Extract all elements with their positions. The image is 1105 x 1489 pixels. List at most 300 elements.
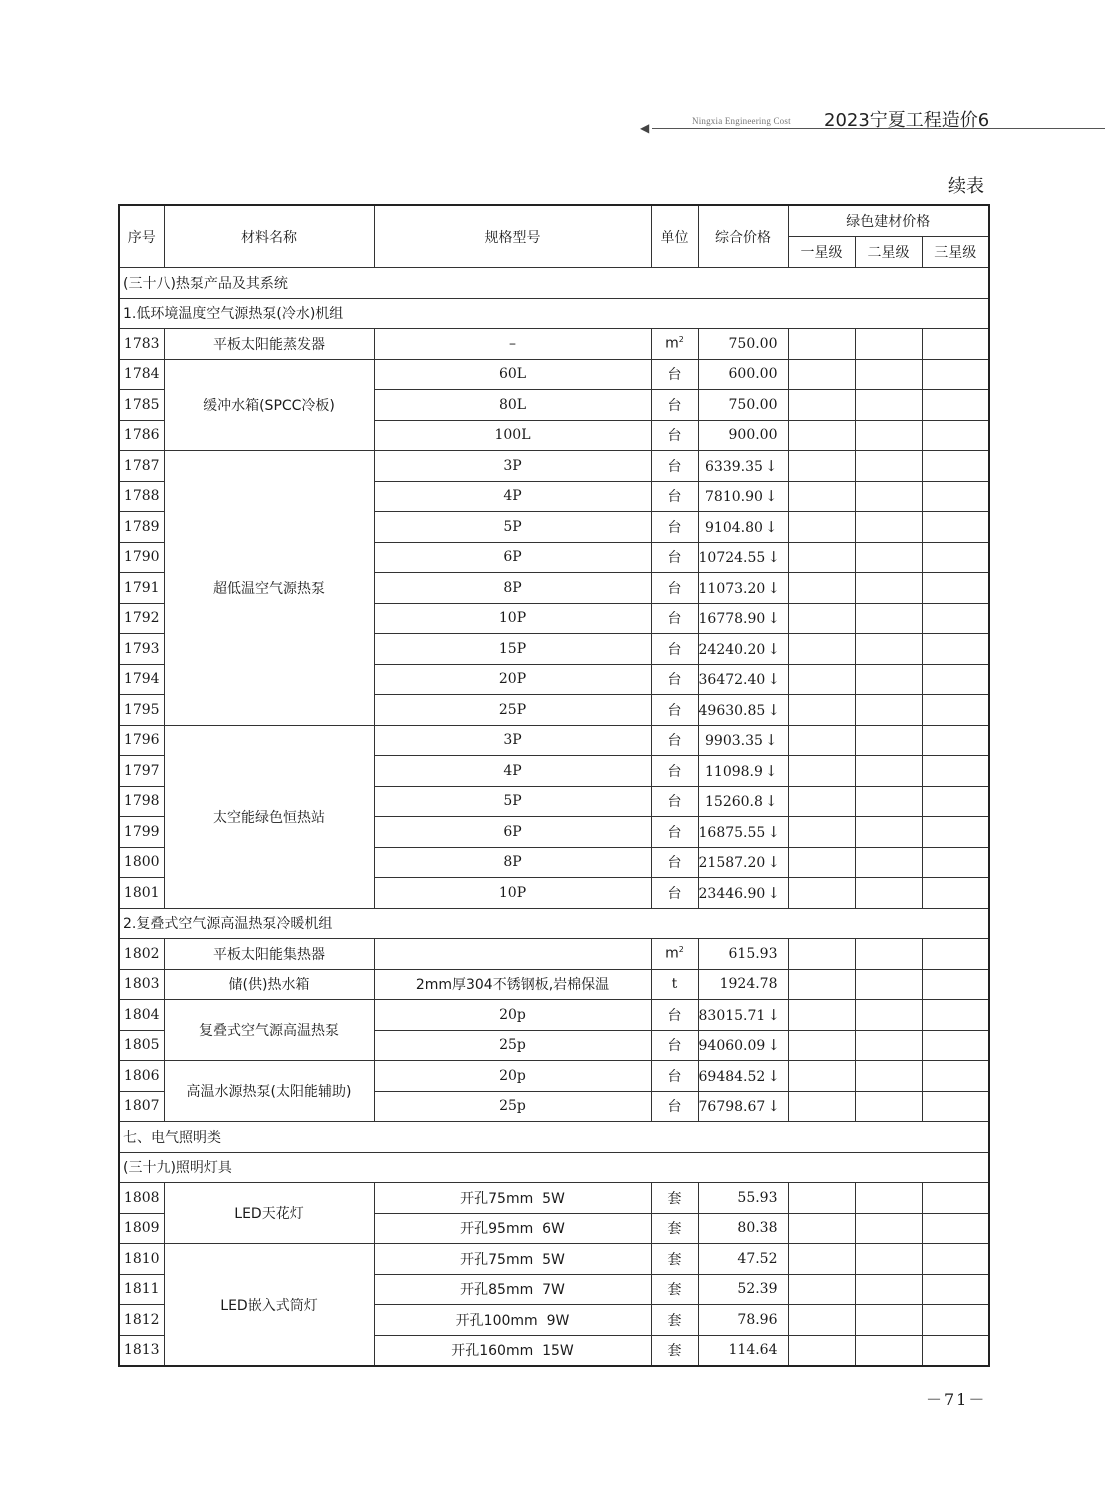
- price-value: 69484.52: [698, 1068, 766, 1085]
- price-cell: [698, 1183, 788, 1214]
- unit-cell: 台: [651, 542, 698, 573]
- price-cell: [698, 1030, 788, 1061]
- col-header-spec: 规格型号: [374, 205, 651, 268]
- material-name: 储(供)热水箱: [164, 969, 374, 1000]
- table-row: [119, 451, 989, 482]
- table-row: [119, 329, 989, 360]
- unit-cell: 台: [651, 786, 698, 817]
- row-no: 1784: [119, 359, 164, 390]
- col-header-star3: 三星级: [922, 237, 989, 268]
- star2-cell: [855, 1213, 922, 1244]
- star3-cell: [922, 1000, 989, 1031]
- row-no: 1787: [119, 451, 164, 482]
- unit-cell: 台: [651, 878, 698, 909]
- price-value: 52.39: [737, 1281, 778, 1298]
- price-cell: [698, 420, 788, 451]
- col-header-name: 材料名称: [164, 205, 374, 268]
- star2-cell: [855, 725, 922, 756]
- price-value: 10724.55: [698, 550, 766, 567]
- star3-cell: [922, 1030, 989, 1061]
- price-value: 7810.90: [705, 489, 763, 506]
- price-cell: [698, 939, 788, 970]
- material-name: LED嵌入式筒灯: [164, 1244, 374, 1367]
- unit-cell: 台: [651, 1091, 698, 1122]
- spec-cell: 15P: [374, 634, 651, 665]
- row-no: 1786: [119, 420, 164, 451]
- spec-cell: 3P: [374, 725, 651, 756]
- material-name: 复叠式空气源高温热泵: [164, 1000, 374, 1061]
- unit-cell: 台: [651, 817, 698, 848]
- star1-cell: [788, 634, 855, 665]
- down-arrow-icon: ↓: [767, 1005, 780, 1024]
- price-cell: [698, 847, 788, 878]
- price-cell: [698, 634, 788, 665]
- price-cell: [698, 664, 788, 695]
- down-arrow-icon: ↓: [764, 731, 778, 750]
- price-value: 16778.90: [698, 611, 766, 628]
- star3-cell: [922, 969, 989, 1000]
- row-no: 1807: [119, 1091, 164, 1122]
- row-no: 1800: [119, 847, 164, 878]
- price-table: [118, 204, 990, 1367]
- row-no: 1791: [119, 573, 164, 604]
- star3-cell: [922, 481, 989, 512]
- down-arrow-icon: ↓: [767, 609, 780, 628]
- price-value: 76798.67: [698, 1099, 766, 1116]
- star3-cell: [922, 1335, 989, 1366]
- star3-cell: [922, 878, 989, 909]
- down-arrow-icon: ↓: [767, 639, 780, 658]
- price-cell: [698, 481, 788, 512]
- star3-cell: [922, 1274, 989, 1305]
- star3-cell: [922, 451, 989, 482]
- material-name: 超低温空气源热泵: [164, 451, 374, 726]
- row-no: 1802: [119, 939, 164, 970]
- star3-cell: [922, 420, 989, 451]
- price-cell: [698, 817, 788, 848]
- star2-cell: [855, 1183, 922, 1214]
- star1-cell: [788, 939, 855, 970]
- unit-cell: 台: [651, 390, 698, 421]
- price-value: 15260.8: [705, 794, 763, 811]
- spec-cell: 25P: [374, 695, 651, 726]
- spec-cell: 6P: [374, 542, 651, 573]
- star3-cell: [922, 725, 989, 756]
- unit-cell: 台: [651, 695, 698, 726]
- header-chinese-title: 2023宁夏工程造价6: [824, 110, 990, 131]
- row-no: 1813: [119, 1335, 164, 1366]
- unit-cell: 套: [651, 1274, 698, 1305]
- star3-cell: [922, 847, 989, 878]
- spec-cell: 开孔100mm 9W: [374, 1305, 651, 1336]
- star2-cell: [855, 1061, 922, 1092]
- price-value: 11073.20: [698, 580, 766, 597]
- spec-cell: –: [374, 329, 651, 360]
- unit-cell: 台: [651, 725, 698, 756]
- unit-cell: 台: [651, 756, 698, 787]
- down-arrow-icon: ↓: [764, 761, 778, 780]
- header-english-title: Ningxia Engineering Cost: [692, 116, 791, 126]
- price-cell: [698, 390, 788, 421]
- star2-cell: [855, 451, 922, 482]
- page-number: －71－: [926, 1390, 987, 1409]
- table-row: [119, 1061, 989, 1092]
- down-arrow-icon: ↓: [767, 883, 780, 902]
- star1-cell: [788, 573, 855, 604]
- down-arrow-icon: ↓: [767, 853, 780, 872]
- material-name: 平板太阳能蒸发器: [164, 329, 374, 360]
- row-no: 1797: [119, 756, 164, 787]
- star2-cell: [855, 1305, 922, 1336]
- unit-cell: 台: [651, 481, 698, 512]
- row-no: 1805: [119, 1030, 164, 1061]
- spec-cell: 20p: [374, 1061, 651, 1092]
- star1-cell: [788, 817, 855, 848]
- star3-cell: [922, 359, 989, 390]
- star3-cell: [922, 573, 989, 604]
- spec-cell: 4P: [374, 756, 651, 787]
- price-cell: [698, 1213, 788, 1244]
- star2-cell: [855, 817, 922, 848]
- col-header-star1: 一星级: [788, 237, 855, 268]
- down-arrow-icon: ↓: [767, 1097, 780, 1116]
- star1-cell: [788, 512, 855, 543]
- price-value: 11098.9: [705, 763, 763, 780]
- star2-cell: [855, 573, 922, 604]
- star3-cell: [922, 939, 989, 970]
- price-value: 21587.20: [698, 855, 766, 872]
- material-name: LED天花灯: [164, 1183, 374, 1244]
- price-cell: [698, 1305, 788, 1336]
- price-value: 600.00: [728, 366, 778, 383]
- price-value: 47.52: [737, 1250, 778, 1267]
- unit-text: m: [665, 946, 679, 963]
- star2-cell: [855, 1030, 922, 1061]
- star1-cell: [788, 542, 855, 573]
- down-arrow-icon: ↓: [764, 792, 778, 811]
- price-cell: [698, 1091, 788, 1122]
- star1-cell: [788, 1000, 855, 1031]
- section-heading: 七、电气照明类: [119, 1122, 989, 1153]
- price-cell: [698, 1244, 788, 1275]
- unit-cell: 台: [651, 573, 698, 604]
- star3-cell: [922, 1091, 989, 1122]
- star3-cell: [922, 603, 989, 634]
- star1-cell: [788, 603, 855, 634]
- price-cell: [698, 969, 788, 1000]
- price-value: 9903.35: [705, 733, 763, 750]
- star3-cell: [922, 512, 989, 543]
- row-no: 1803: [119, 969, 164, 1000]
- price-cell: [698, 725, 788, 756]
- star1-cell: [788, 359, 855, 390]
- price-value: 750.00: [728, 396, 778, 413]
- star2-cell: [855, 390, 922, 421]
- spec-cell: 5P: [374, 786, 651, 817]
- row-no: 1809: [119, 1213, 164, 1244]
- spec-cell: 20p: [374, 1000, 651, 1031]
- spec-cell: 开孔160mm 15W: [374, 1335, 651, 1366]
- row-no: 1793: [119, 634, 164, 665]
- down-arrow-icon: ↓: [767, 1066, 780, 1085]
- spec-cell: 开孔75mm 5W: [374, 1183, 651, 1214]
- star2-cell: [855, 847, 922, 878]
- price-cell: [698, 542, 788, 573]
- star1-cell: [788, 1244, 855, 1275]
- row-no: 1799: [119, 817, 164, 848]
- star1-cell: [788, 786, 855, 817]
- down-arrow-icon: ↓: [764, 517, 778, 536]
- star1-cell: [788, 390, 855, 421]
- star2-cell: [855, 695, 922, 726]
- price-value: 23446.90: [698, 885, 766, 902]
- star2-cell: [855, 664, 922, 695]
- star1-cell: [788, 1030, 855, 1061]
- star1-cell: [788, 420, 855, 451]
- table-row: [119, 725, 989, 756]
- star2-cell: [855, 969, 922, 1000]
- price-cell: [698, 1000, 788, 1031]
- star3-cell: [922, 786, 989, 817]
- spec-cell: 8P: [374, 573, 651, 604]
- unit-cell: 台: [651, 634, 698, 665]
- star2-cell: [855, 878, 922, 909]
- star2-cell: [855, 634, 922, 665]
- material-name: 高温水源热泵(太阳能辅助): [164, 1061, 374, 1122]
- price-cell: [698, 359, 788, 390]
- star2-cell: [855, 512, 922, 543]
- spec-cell: 100L: [374, 420, 651, 451]
- row-no: 1783: [119, 329, 164, 360]
- star3-cell: [922, 329, 989, 360]
- down-arrow-icon: ↓: [764, 456, 778, 475]
- star3-cell: [922, 664, 989, 695]
- unit-superscript: 2: [678, 335, 684, 345]
- row-no: 1808: [119, 1183, 164, 1214]
- star1-cell: [788, 451, 855, 482]
- down-arrow-icon: ↓: [767, 578, 780, 597]
- star3-cell: [922, 542, 989, 573]
- unit-text: m: [665, 336, 679, 353]
- row-no: 1785: [119, 390, 164, 421]
- price-cell: [698, 603, 788, 634]
- star1-cell: [788, 847, 855, 878]
- star3-cell: [922, 817, 989, 848]
- unit-cell: 台: [651, 420, 698, 451]
- row-no: 1801: [119, 878, 164, 909]
- price-cell: [698, 1335, 788, 1366]
- price-cell: [698, 695, 788, 726]
- star2-cell: [855, 1091, 922, 1122]
- section-subheading: 1.低环境温度空气源热泵(冷水)机组: [119, 298, 989, 329]
- star1-cell: [788, 664, 855, 695]
- star2-cell: [855, 1335, 922, 1366]
- col-header-price: 综合价格: [698, 205, 788, 268]
- unit-superscript: 2: [678, 945, 684, 955]
- star2-cell: [855, 420, 922, 451]
- spec-cell: 8P: [374, 847, 651, 878]
- star1-cell: [788, 725, 855, 756]
- star2-cell: [855, 939, 922, 970]
- star2-cell: [855, 1274, 922, 1305]
- row-no: 1806: [119, 1061, 164, 1092]
- table-row: [119, 939, 989, 970]
- spec-cell: 4P: [374, 481, 651, 512]
- star1-cell: [788, 878, 855, 909]
- price-value: 750.00: [728, 335, 778, 352]
- material-name: 缓冲水箱(SPCC冷板): [164, 359, 374, 451]
- star2-cell: [855, 603, 922, 634]
- star1-cell: [788, 1183, 855, 1214]
- unit-cell: 台: [651, 1061, 698, 1092]
- price-cell: [698, 786, 788, 817]
- unit-cell: 台: [651, 451, 698, 482]
- price-cell: [698, 573, 788, 604]
- price-value: 1924.78: [719, 976, 778, 993]
- unit-cell: 台: [651, 1000, 698, 1031]
- price-value: 36472.40: [698, 672, 766, 689]
- unit-cell: [651, 939, 698, 970]
- star1-cell: [788, 969, 855, 1000]
- row-no: 1792: [119, 603, 164, 634]
- down-arrow-icon: ↓: [764, 487, 778, 506]
- row-no: 1810: [119, 1244, 164, 1275]
- price-value: 78.96: [737, 1311, 778, 1328]
- down-arrow-icon: ↓: [767, 822, 780, 841]
- col-header-star2: 二星级: [855, 237, 922, 268]
- row-no: 1790: [119, 542, 164, 573]
- row-no: 1794: [119, 664, 164, 695]
- spec-cell: 6P: [374, 817, 651, 848]
- spec-cell: 5P: [374, 512, 651, 543]
- spec-cell: 10P: [374, 603, 651, 634]
- price-value: 114.64: [728, 1342, 778, 1359]
- row-no: 1788: [119, 481, 164, 512]
- star2-cell: [855, 1244, 922, 1275]
- running-header: [640, 106, 1105, 134]
- material-name: 平板太阳能集热器: [164, 939, 374, 970]
- star1-cell: [788, 695, 855, 726]
- price-cell: [698, 451, 788, 482]
- section-heading: (三十八)热泵产品及其系统: [119, 268, 989, 299]
- unit-cell: 套: [651, 1244, 698, 1275]
- material-name: 太空能绿色恒热站: [164, 725, 374, 908]
- star1-cell: [788, 1335, 855, 1366]
- down-arrow-icon: ↓: [767, 700, 780, 719]
- star3-cell: [922, 695, 989, 726]
- row-no: 1804: [119, 1000, 164, 1031]
- unit-cell: 套: [651, 1305, 698, 1336]
- price-value: 9104.80: [705, 519, 763, 536]
- star3-cell: [922, 634, 989, 665]
- price-cell: [698, 1061, 788, 1092]
- row-no: 1798: [119, 786, 164, 817]
- star1-cell: [788, 1274, 855, 1305]
- spec-cell: 3P: [374, 451, 651, 482]
- spec-cell: 开孔75mm 5W: [374, 1244, 651, 1275]
- row-no: 1796: [119, 725, 164, 756]
- price-cell: [698, 512, 788, 543]
- unit-cell: 台: [651, 603, 698, 634]
- spec-cell: 10P: [374, 878, 651, 909]
- price-value: 615.93: [728, 945, 778, 962]
- unit-cell: 套: [651, 1183, 698, 1214]
- row-no: 1812: [119, 1305, 164, 1336]
- table-row: [119, 969, 989, 1000]
- star2-cell: [855, 481, 922, 512]
- star2-cell: [855, 786, 922, 817]
- continued-label: 续表: [948, 176, 984, 197]
- star2-cell: [855, 756, 922, 787]
- table-row: [119, 1183, 989, 1214]
- star3-cell: [922, 1305, 989, 1336]
- star1-cell: [788, 1305, 855, 1336]
- section-heading: (三十九)照明灯具: [119, 1152, 989, 1183]
- spec-cell: 开孔95mm 6W: [374, 1213, 651, 1244]
- price-value: 94060.09: [698, 1038, 766, 1055]
- star3-cell: [922, 1213, 989, 1244]
- table-row: [119, 1244, 989, 1275]
- spec-cell: 开孔85mm 7W: [374, 1274, 651, 1305]
- star1-cell: [788, 1091, 855, 1122]
- spec-cell: 25p: [374, 1091, 651, 1122]
- col-header-unit: 单位: [651, 205, 698, 268]
- row-no: 1811: [119, 1274, 164, 1305]
- spec-cell: 20P: [374, 664, 651, 695]
- spec-cell: 2mm厚304不锈钢板,岩棉保温: [374, 969, 651, 1000]
- unit-cell: 台: [651, 359, 698, 390]
- star3-cell: [922, 1061, 989, 1092]
- star2-cell: [855, 1000, 922, 1031]
- col-header-green: 绿色建材价格: [788, 205, 989, 237]
- price-value: 900.00: [728, 427, 778, 444]
- price-cell: [698, 329, 788, 360]
- unit-cell: t: [651, 969, 698, 1000]
- spec-cell: 80L: [374, 390, 651, 421]
- price-cell: [698, 756, 788, 787]
- price-value: 80.38: [737, 1220, 778, 1237]
- down-arrow-icon: ↓: [767, 670, 780, 689]
- spec-cell: 25p: [374, 1030, 651, 1061]
- price-value: 83015.71: [698, 1007, 766, 1024]
- price-value: 49630.85: [698, 702, 766, 719]
- col-header-no: 序号: [119, 205, 164, 268]
- unit-cell: 套: [651, 1213, 698, 1244]
- unit-cell: 台: [651, 1030, 698, 1061]
- unit-cell: [651, 329, 698, 360]
- star2-cell: [855, 359, 922, 390]
- spec-cell: [374, 939, 651, 970]
- star1-cell: [788, 329, 855, 360]
- row-no: 1795: [119, 695, 164, 726]
- price-value: 16875.55: [698, 824, 766, 841]
- star3-cell: [922, 390, 989, 421]
- unit-cell: 台: [651, 664, 698, 695]
- star3-cell: [922, 1244, 989, 1275]
- price-cell: [698, 1274, 788, 1305]
- section-subheading: 2.复叠式空气源高温热泵冷暖机组: [119, 908, 989, 939]
- star3-cell: [922, 756, 989, 787]
- down-arrow-icon: ↓: [767, 1036, 780, 1055]
- unit-cell: 台: [651, 847, 698, 878]
- price-cell: [698, 878, 788, 909]
- star2-cell: [855, 542, 922, 573]
- price-value: 24240.20: [698, 641, 766, 658]
- spec-cell: 60L: [374, 359, 651, 390]
- star1-cell: [788, 1213, 855, 1244]
- row-no: 1789: [119, 512, 164, 543]
- table-row: [119, 359, 989, 390]
